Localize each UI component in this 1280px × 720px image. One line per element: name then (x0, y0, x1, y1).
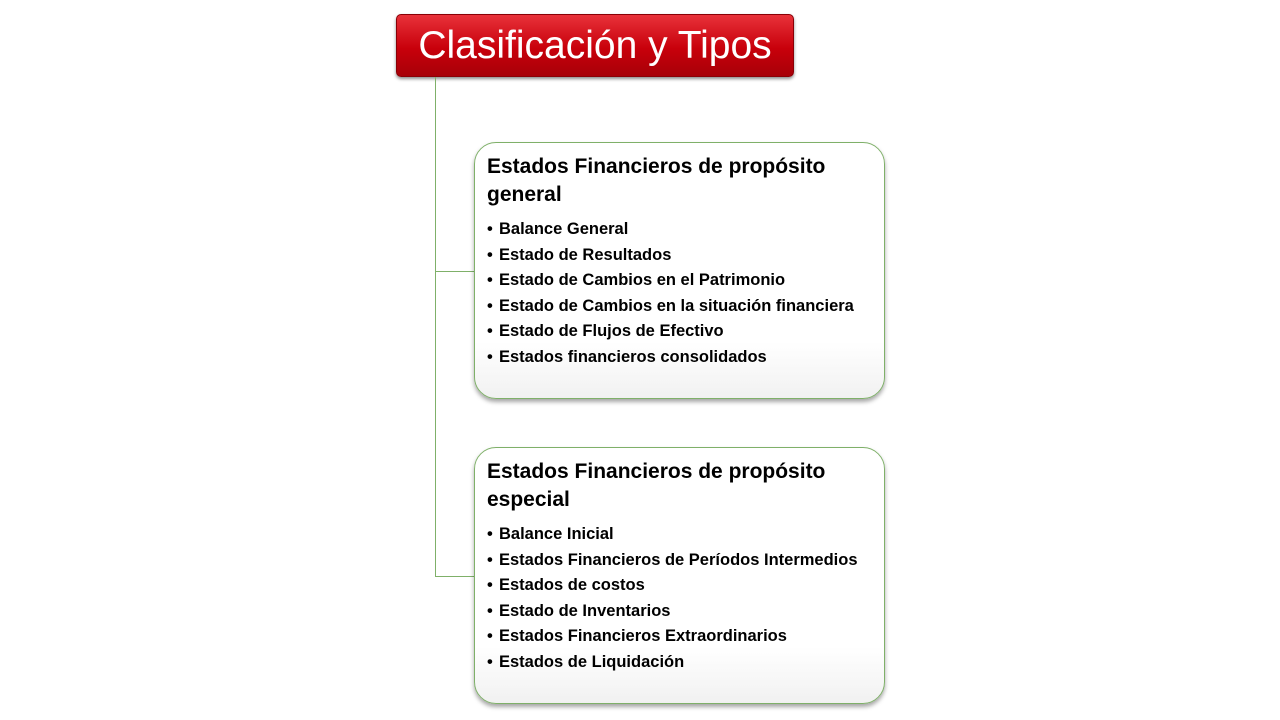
list-item-label: Estados de costos (499, 576, 645, 595)
list-item (487, 217, 874, 243)
bullet-icon: • (487, 525, 493, 543)
list-item (487, 650, 874, 676)
bullet-icon: • (487, 245, 493, 264)
group-heading: Estados Financieros de propósito general (487, 155, 826, 206)
list-item-label: Estado de Cambios en la situación financiera (499, 296, 854, 315)
bullet-icon: • (487, 576, 493, 595)
list-item (487, 345, 874, 371)
diagram-title-box (396, 14, 794, 77)
connector-trunk (435, 77, 436, 577)
bullet-icon: • (487, 601, 493, 620)
group-item-list (487, 217, 874, 371)
connector-branch-1 (435, 271, 475, 272)
bullet-icon: • (487, 271, 493, 290)
diagram-title: Clasificación y Tipos (418, 23, 772, 67)
list-item-label: Estados de Liquidación (499, 652, 685, 671)
list-item-label: Estado de Resultados (499, 245, 672, 264)
list-item (487, 294, 874, 320)
list-item (487, 548, 874, 574)
list-item-label: Estados Financieros de Períodos Intermedios (499, 550, 858, 569)
list-item-label: Estado de Inventarios (499, 601, 671, 620)
group-item-list (487, 522, 874, 676)
list-item-label: Estados Financieros Extraordinarios (499, 627, 787, 646)
bullet-icon: • (487, 347, 493, 366)
connector-branch-2 (435, 576, 475, 577)
group-card-general (474, 142, 885, 399)
list-item-label: Estados financieros consolidados (499, 347, 767, 366)
list-item (487, 319, 874, 345)
list-item (487, 522, 874, 548)
list-item-label: Balance Inicial (499, 525, 614, 543)
bullet-icon: • (487, 652, 493, 671)
list-item (487, 573, 874, 599)
group-card-special (474, 447, 885, 704)
bullet-icon: • (487, 550, 493, 569)
list-item-label: Estado de Cambios en el Patrimonio (499, 271, 786, 290)
group-heading: Estados Financieros de propósito especial (487, 460, 826, 511)
list-item-label: Estado de Flujos de Efectivo (499, 322, 724, 341)
list-item-label: Balance General (499, 220, 629, 238)
list-item (487, 243, 874, 269)
list-item (487, 599, 874, 625)
bullet-icon: • (487, 296, 493, 315)
list-item (487, 624, 874, 650)
bullet-icon: • (487, 220, 493, 238)
bullet-icon: • (487, 627, 493, 646)
bullet-icon: • (487, 322, 493, 341)
list-item (487, 268, 874, 294)
